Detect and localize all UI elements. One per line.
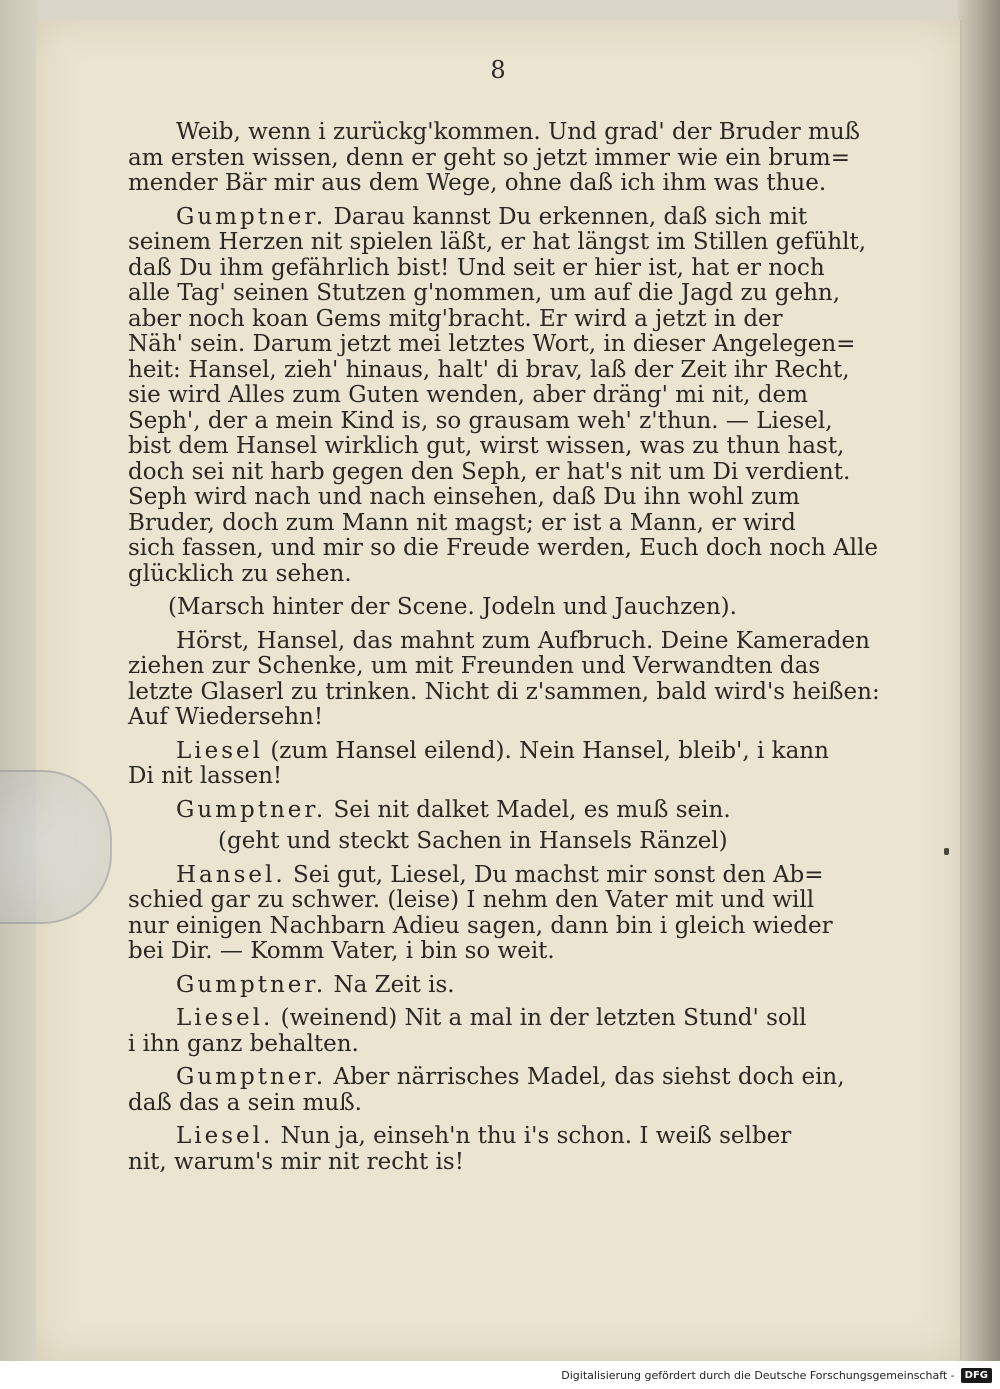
text-line: seinem Herzen nit spielen läßt, er hat längst im Stillen gefühlt,	[128, 229, 867, 255]
text-line: Auf Wiedersehn!	[128, 704, 324, 730]
paragraph	[128, 629, 903, 731]
text-line: daß das a sein muß.	[128, 1089, 362, 1116]
text-line: Hörst, Hansel, das mahnt zum Aufbruch. Deine Kameraden	[176, 627, 870, 654]
speaker-name: Gumptner.	[176, 971, 327, 998]
scan-left-edge	[0, 0, 38, 1389]
speaker-name: Gumptner.	[176, 796, 327, 823]
text-line: sich fassen, und mir so die Freude werden, Euch doch noch Alle	[128, 535, 879, 561]
text-line	[128, 1006, 903, 1032]
text-line: Seph wird nach und nach einsehen, daß Du ihn wohl zum	[128, 484, 800, 510]
text-line: bist dem Hansel wirklich gut, wirst wissen, was zu thun hast,	[128, 433, 845, 459]
ink-speck	[944, 848, 949, 855]
page-text	[128, 120, 903, 1183]
text-line: schied gar zu schwer. (leise) I nehm den Vater mit und will	[128, 887, 815, 913]
text-line: am ersten wissen, denn er geht so jetzt immer wie ein brum=	[128, 144, 850, 171]
text-line	[128, 1065, 903, 1091]
paragraph	[128, 1124, 903, 1175]
line-text: Nun ja, einseh'n thu i's schon. I weiß selber	[280, 1123, 792, 1149]
text-line: nit, warum's mir nit recht is!	[128, 1148, 464, 1175]
text-line: daß Du ihm gefährlich bist! Und seit er hier ist, hat er noch	[128, 254, 825, 281]
footer-bar	[0, 1361, 1000, 1389]
scan-right-edge	[958, 0, 1000, 1389]
line-text: Darau kannst Du erkennen, daß sich mit	[333, 203, 808, 230]
text-line: bei Dir. — Komm Vater, i bin so weit.	[128, 938, 555, 964]
text-line: Weib, wenn i zurückg'kommen. Und grad' der Bruder muß	[176, 119, 861, 145]
book-page	[36, 20, 962, 1360]
line-text: Aber närrisches Madel, das siehst doch ein,	[333, 1064, 845, 1090]
footer-credit: Digitalisierung gefördert durch die Deutsche Forschungsgemeinschaft -	[561, 1368, 955, 1382]
stage-direction	[128, 595, 903, 621]
text-line	[128, 739, 903, 765]
paragraph	[128, 1006, 903, 1057]
text-line: nur einigen Nachbarn Adieu sagen, dann bin i gleich wieder	[128, 912, 833, 939]
paragraph	[128, 863, 903, 965]
speaker-name: Gumptner.	[176, 203, 327, 230]
page-number: 8	[490, 56, 506, 84]
line-text: Na Zeit is.	[333, 971, 455, 998]
text-line: Näh' sein. Darum jetzt mei letztes Wort, in dieser Angelegen=	[128, 331, 856, 357]
paragraph	[128, 120, 903, 197]
paragraph	[128, 739, 903, 790]
speaker-name: Liesel	[176, 737, 264, 764]
text-line: Bruder, doch zum Mann nit magst; er ist a Mann, er wird	[128, 509, 796, 536]
text-line: alle Tag' seinen Stutzen g'nommen, um auf die Jagd zu gehn,	[128, 280, 841, 306]
dfg-logo: DFG	[961, 1368, 992, 1383]
text-line: Di nit lassen!	[128, 763, 283, 789]
text-line	[128, 798, 903, 824]
text-line	[128, 1124, 903, 1150]
text-line: letzte Glaserl zu trinken. Nicht di z'sammen, bald wird's heißen:	[128, 678, 880, 705]
text-line: heit: Hansel, zieh' hinaus, halt' di brav, laß der Zeit ihr Recht,	[128, 356, 850, 383]
text-line	[128, 205, 903, 231]
text-line: doch sei nit harb gegen den Seph, er hat's nit um Di verdient.	[128, 458, 851, 485]
text-line: (geht und steckt Sachen in Hansels Ränzel)	[218, 828, 728, 854]
line-text: (zum Hansel eilend). Nein Hansel, bleib', i kann	[270, 737, 829, 764]
line-text: Sei gut, Liesel, Du machst mir sonst den Ab=	[292, 861, 824, 888]
text-line	[128, 863, 903, 889]
text-line	[128, 973, 903, 999]
line-text: Sei nit dalket Madel, es muß sein.	[333, 796, 731, 823]
speaker-name: Liesel.	[176, 1005, 274, 1031]
text-line: mender Bär mir aus dem Wege, ohne daß ich ihm was thue.	[128, 170, 827, 196]
speaker-name: Hansel.	[176, 861, 286, 888]
speaker-name: Gumptner.	[176, 1064, 327, 1090]
speaker-name: Liesel.	[176, 1123, 274, 1149]
text-line: i ihn ganz behalten.	[128, 1030, 359, 1057]
text-line: ziehen zur Schenke, um mit Freunden und Verwandten das	[128, 653, 821, 679]
paragraph	[128, 973, 903, 999]
text-line: Seph', der a mein Kind is, so grausam weh' z'thun. — Liesel,	[128, 407, 833, 434]
paragraph	[128, 798, 903, 824]
text-line: sie wird Alles zum Guten wenden, aber dräng' mi nit, dem	[128, 382, 808, 408]
paragraph	[128, 205, 903, 588]
stage-direction	[128, 829, 903, 855]
text-line: (Marsch hinter der Scene. Jodeln und Jauchzen).	[168, 594, 737, 620]
line-text: (weinend) Nit a mal in der letzten Stund' soll	[280, 1005, 807, 1031]
text-line: aber noch koan Gems mitg'bracht. Er wird a jetzt in der	[128, 305, 783, 332]
text-line: glücklich zu sehen.	[128, 560, 352, 587]
paragraph	[128, 1065, 903, 1116]
